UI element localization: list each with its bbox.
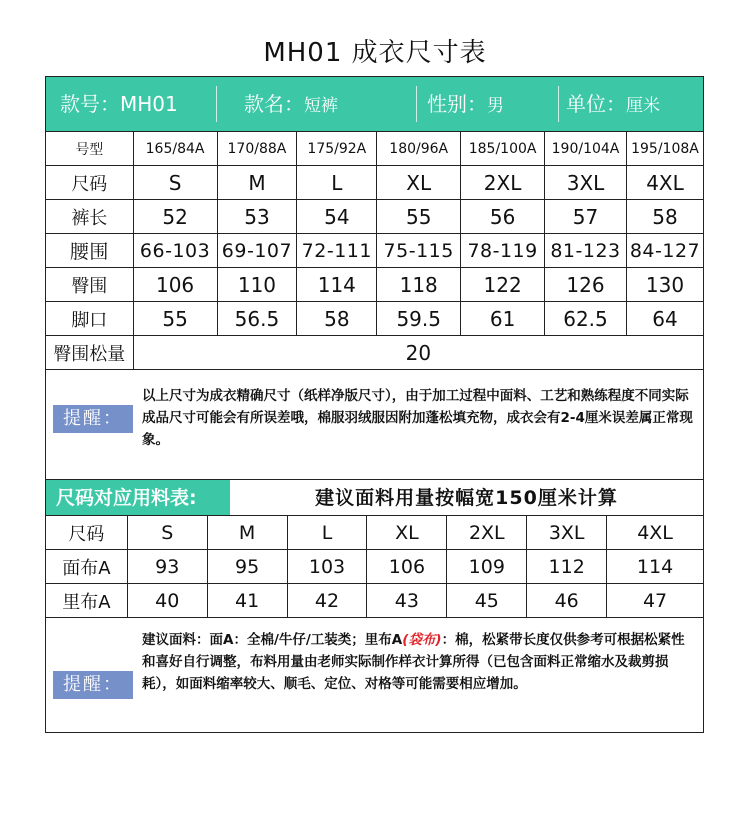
table-cell: 2XL: [447, 516, 527, 550]
style-name: [244, 77, 338, 131]
pocket-lining-highlight: (袋布): [402, 632, 442, 648]
gender: [427, 77, 504, 131]
table-cell: 114: [607, 550, 704, 584]
row-label: 腰围: [46, 234, 134, 268]
table-cell: L: [287, 516, 367, 550]
gender-value: 男: [487, 96, 504, 116]
table-cell: 59.5: [377, 302, 461, 336]
fabric-reminder-text-a: 建议面料：面A：全棉/牛仔/工装类；里布A: [142, 632, 403, 648]
table-row: [46, 132, 704, 166]
table-cell: 95: [207, 550, 287, 584]
fabric-reminder-note: [46, 625, 703, 733]
table-cell: 42: [287, 584, 367, 618]
table-row: [46, 550, 704, 584]
table-cell: XL: [377, 166, 461, 200]
table-cell: L: [297, 166, 377, 200]
table-cell: 81-123: [545, 234, 627, 268]
table-cell: 118: [377, 268, 461, 302]
table-row: [46, 584, 704, 618]
row-label: 脚口: [46, 302, 134, 336]
table-cell: 58: [297, 302, 377, 336]
table-cell: 69-107: [217, 234, 297, 268]
row-label: 里布A: [46, 584, 128, 618]
table-row: [46, 302, 704, 336]
row-label: 面布A: [46, 550, 128, 584]
table-cell: 47: [607, 584, 704, 618]
table-cell: 72-111: [297, 234, 377, 268]
header-bar: [46, 77, 703, 131]
unit-label: 单位：: [566, 92, 626, 116]
table-cell: 84-127: [626, 234, 703, 268]
style-no: [60, 77, 178, 131]
table-cell: 53: [217, 200, 297, 234]
table-cell: 4XL: [607, 516, 704, 550]
row-label: 号型: [46, 132, 134, 166]
unit-value: 厘米: [626, 96, 660, 116]
table-row: [46, 234, 704, 268]
table-cell: 3XL: [527, 516, 607, 550]
row-label: 臀围松量: [46, 336, 134, 370]
table-cell: 55: [377, 200, 461, 234]
table-cell: 180/96A: [377, 132, 461, 166]
style-name-value: 短裤: [304, 96, 338, 116]
ease-value: 20: [133, 336, 703, 370]
table-cell: 195/108A: [626, 132, 703, 166]
table-cell: 2XL: [461, 166, 545, 200]
size-sheet: [45, 76, 704, 733]
table-cell: 55: [133, 302, 217, 336]
table-cell: 56.5: [217, 302, 297, 336]
table-cell: 52: [133, 200, 217, 234]
gender-label: 性别：: [427, 92, 487, 116]
row-label: 臀围: [46, 268, 134, 302]
table-cell: 43: [367, 584, 447, 618]
fabric-section-text: 建议面料用量按幅宽150厘米计算: [315, 487, 618, 509]
table-cell: 75-115: [377, 234, 461, 268]
table-cell: 110: [217, 268, 297, 302]
table-row: [46, 268, 704, 302]
table-cell: 62.5: [545, 302, 627, 336]
table-cell: 109: [447, 550, 527, 584]
row-label: 尺码: [46, 516, 128, 550]
table-cell: 57: [545, 200, 627, 234]
table-row: [46, 336, 704, 370]
table-cell: 4XL: [626, 166, 703, 200]
style-no-label: 款号：: [60, 92, 120, 116]
table-cell: M: [207, 516, 287, 550]
reminder-text: 以上尺寸为成衣精确尺寸（纸样净版尺寸），由于加工过程中面料、工艺和熟练程度不同实际成品尺寸可能会有所误差哦，棉服羽绒服因附加蓬松填充物，成衣会有2-4厘米误差属正常现象。: [142, 388, 693, 448]
table-cell: 175/92A: [297, 132, 377, 166]
table-cell: 185/100A: [461, 132, 545, 166]
header-divider: [216, 86, 217, 122]
page-title: MH01 成衣尺寸表: [263, 38, 487, 68]
table-row: [46, 200, 704, 234]
table-cell: S: [133, 166, 217, 200]
table-cell: 61: [461, 302, 545, 336]
table-row: [46, 166, 704, 200]
reminder-tag: 提醒：: [53, 405, 133, 433]
table-row: [46, 516, 704, 550]
reminder-tag: 提醒：: [53, 671, 133, 699]
row-label: 尺码: [46, 166, 134, 200]
table-cell: 54: [297, 200, 377, 234]
table-cell: 103: [287, 550, 367, 584]
fabric-reminder-text-b: ：棉，松紧带长度仅供参考可根据松紧性和喜好自行调整，布料用量由老师实际制作样衣计算所得（已包含面料正常缩水及裁剪损耗），如面料缩率较大、顺毛、定位、对格等可能需要相应增加。: [142, 632, 685, 692]
table-cell: 78-119: [461, 234, 545, 268]
table-cell: 190/104A: [545, 132, 627, 166]
table-cell: M: [217, 166, 297, 200]
table-cell: 106: [133, 268, 217, 302]
table-cell: 56: [461, 200, 545, 234]
table-cell: 130: [626, 268, 703, 302]
table-cell: 46: [527, 584, 607, 618]
table-cell: 45: [447, 584, 527, 618]
style-name-label: 款名：: [244, 92, 304, 116]
reminder-note: [46, 371, 703, 479]
table-cell: 58: [626, 200, 703, 234]
table-cell: 64: [626, 302, 703, 336]
fabric-reminder-text: [142, 629, 694, 695]
fabric-table: [45, 515, 704, 618]
fabric-section-label: 尺码对应用料表:: [46, 480, 230, 516]
header-divider: [416, 86, 417, 122]
unit: [566, 77, 660, 131]
table-cell: 40: [127, 584, 207, 618]
table-cell: 106: [367, 550, 447, 584]
table-cell: 122: [461, 268, 545, 302]
table-cell: 41: [207, 584, 287, 618]
table-cell: 3XL: [545, 166, 627, 200]
table-cell: 112: [527, 550, 607, 584]
row-label: 裤长: [46, 200, 134, 234]
table-cell: 114: [297, 268, 377, 302]
header-divider: [558, 86, 559, 122]
table-cell: 165/84A: [133, 132, 217, 166]
table-cell: 126: [545, 268, 627, 302]
style-no-value: MH01: [120, 92, 178, 116]
table-cell: 93: [127, 550, 207, 584]
table-cell: S: [127, 516, 207, 550]
table-cell: XL: [367, 516, 447, 550]
table-cell: 66-103: [133, 234, 217, 268]
fabric-section-header: [46, 479, 703, 516]
size-table: [45, 131, 704, 370]
table-cell: 170/88A: [217, 132, 297, 166]
